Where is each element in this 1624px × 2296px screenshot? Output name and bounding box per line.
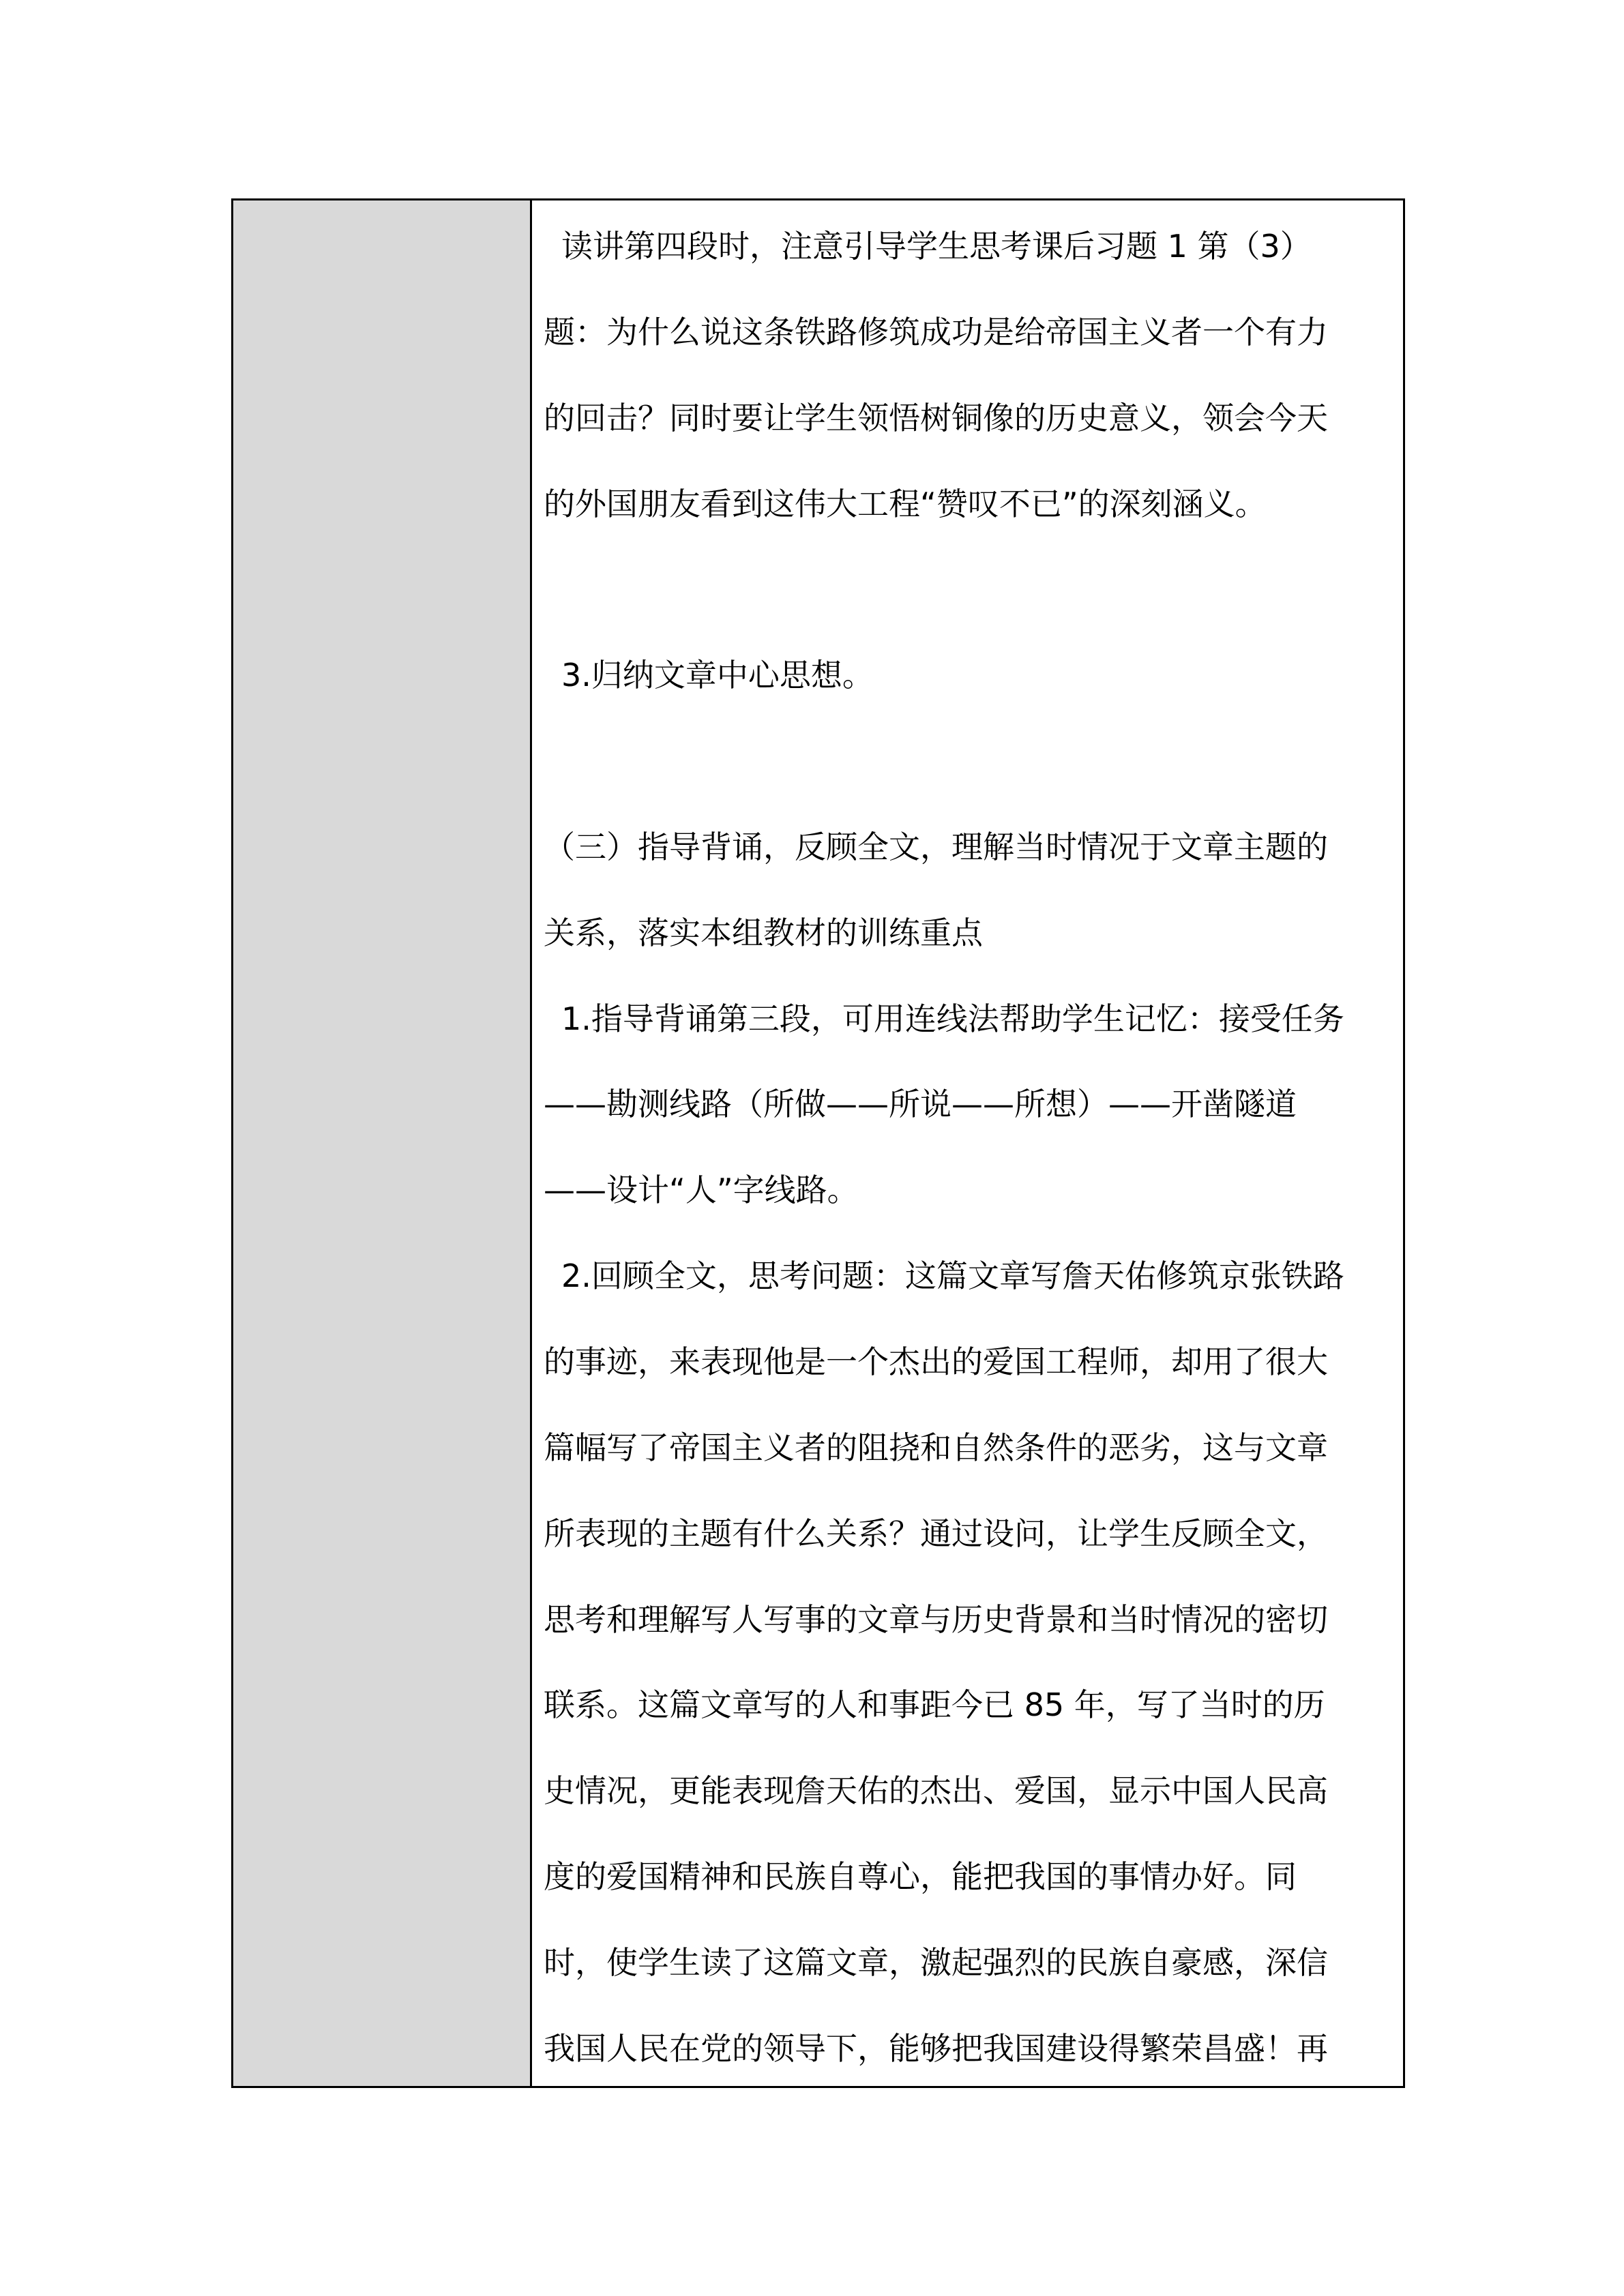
content-line: 1.指导背诵第三段，可用连线法帮助学生记忆：接受任务: [561, 1000, 1344, 1037]
blank-line: [544, 547, 1403, 633]
section-heading: （三）指导背诵，反顾全文，理解当时情况于文章主题的: [544, 828, 1328, 865]
table-content-cell: [532, 200, 1403, 2086]
content-line: ——勘测线路（所做——所说——所想）——开凿隧道: [544, 1086, 1297, 1123]
content-line: ——设计“人”字线路。: [544, 1172, 859, 1209]
content-line: 读讲第四段时，注意引导学生思考课后习题 1 第（3）: [561, 228, 1312, 265]
content-line: 关系，落实本组教材的训练重点: [544, 914, 983, 951]
content-line: 我国人民在党的领导下，能够把我国建设得繁荣昌盛！再: [544, 2029, 1328, 2067]
content-line: 思考和理解写人写事的文章与历史背景和当时情况的密切: [544, 1600, 1328, 1638]
content-line: 2.回顾全文，思考问题：这篇文章写詹天佑修筑京张铁路: [561, 1257, 1344, 1295]
content-line: 3.归纳文章中心思想。: [561, 657, 874, 694]
content-line: 的回击？同时要让学生领悟树铜像的历史意义，领会今天: [544, 399, 1328, 436]
blank-line: [544, 719, 1403, 805]
content-line: 度的爱国精神和民族自尊心，能把我国的事情办好。同: [544, 1858, 1297, 1896]
content-line: 所表现的主题有什么关系？通过设问，让学生反顾全文，: [544, 1515, 1328, 1552]
content-line: 的事迹，来表现他是一个杰出的爱国工程师，却用了很大: [544, 1343, 1328, 1380]
content-line: 篇幅写了帝国主义者的阻挠和自然条件的恶劣，这与文章: [544, 1429, 1328, 1466]
content-line: 题：为什么说这条铁路修筑成功是给帝国主义者一个有力: [544, 313, 1328, 351]
lesson-plan-table: [231, 198, 1405, 2088]
content-line: 史情况，更能表现詹天佑的杰出、爱国，显示中国人民高: [544, 1772, 1328, 1810]
content-line: 联系。这篇文章写的人和事距今已 85 年，写了当时的历: [544, 1686, 1325, 1724]
content-line: 时，使学生读了这篇文章，激起强烈的民族自豪感，深信: [544, 1943, 1328, 1981]
content-line: 的外国朋友看到这伟大工程“赞叹不已”的深刻涵义。: [544, 485, 1267, 522]
table-label-cell: [233, 200, 532, 2086]
